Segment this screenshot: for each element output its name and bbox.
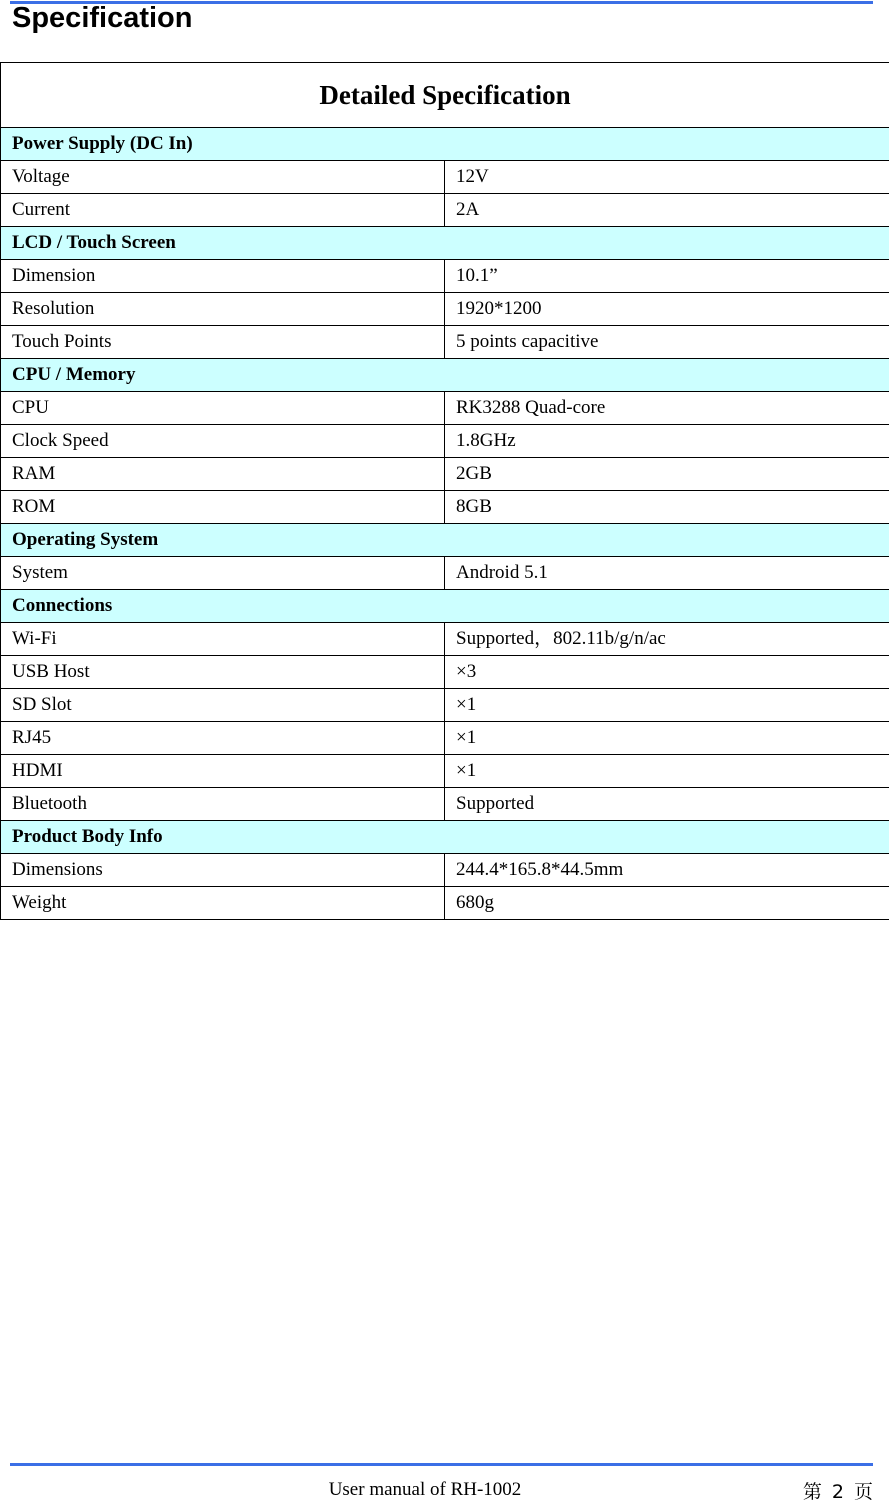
section-header-row <box>1 524 889 557</box>
spec-label: USB Host <box>1 656 445 689</box>
section-title: CPU / Memory <box>1 359 889 392</box>
spec-label: Voltage <box>1 161 445 194</box>
table-row <box>1 722 889 755</box>
table-row <box>1 194 889 227</box>
table-row <box>1 557 889 590</box>
table-row <box>1 887 889 920</box>
table-row <box>1 689 889 722</box>
section-header-row <box>1 227 889 260</box>
table-row <box>1 425 889 458</box>
section-header-row <box>1 128 889 161</box>
spec-label: Clock Speed <box>1 425 445 458</box>
spec-value: Supported <box>445 788 889 821</box>
spec-value: ×1 <box>445 689 889 722</box>
spec-label: RAM <box>1 458 445 491</box>
table-row <box>1 491 889 524</box>
spec-label: System <box>1 557 445 590</box>
spec-value: ×1 <box>445 722 889 755</box>
table-row <box>1 326 889 359</box>
spec-table-body <box>1 128 889 920</box>
spec-value: 5 points capacitive <box>445 326 889 359</box>
footer-rule <box>10 1463 873 1466</box>
table-row <box>1 260 889 293</box>
spec-value: 2A <box>445 194 889 227</box>
spec-label: Resolution <box>1 293 445 326</box>
section-title: Power Supply (DC In) <box>1 128 889 161</box>
spec-table <box>0 62 889 920</box>
spec-value: Supported，802.11b/g/n/ac <box>445 623 889 656</box>
spec-label: Dimension <box>1 260 445 293</box>
spec-label: Current <box>1 194 445 227</box>
table-row <box>1 161 889 194</box>
spec-value: 1.8GHz <box>445 425 889 458</box>
section-header-row <box>1 821 889 854</box>
spec-label: Touch Points <box>1 326 445 359</box>
section-header-row <box>1 590 889 623</box>
table-row <box>1 788 889 821</box>
spec-label: ROM <box>1 491 445 524</box>
table-row <box>1 854 889 887</box>
table-row <box>1 755 889 788</box>
spec-value: 8GB <box>445 491 889 524</box>
table-row <box>1 458 889 491</box>
spec-label: Dimensions <box>1 854 445 887</box>
spec-value: RK3288 Quad-core <box>445 392 889 425</box>
page-title: Specification <box>12 0 193 36</box>
spec-label: Wi-Fi <box>1 623 445 656</box>
spec-label: Bluetooth <box>1 788 445 821</box>
spec-label: SD Slot <box>1 689 445 722</box>
section-title: Product Body Info <box>1 821 889 854</box>
spec-label: RJ45 <box>1 722 445 755</box>
table-row <box>1 623 889 656</box>
table-row <box>1 293 889 326</box>
spec-value: ×1 <box>445 755 889 788</box>
table-row <box>1 656 889 689</box>
section-title: Connections <box>1 590 889 623</box>
spec-value: 12V <box>445 161 889 194</box>
spec-value: ×3 <box>445 656 889 689</box>
spec-value: 680g <box>445 887 889 920</box>
spec-value: 1920*1200 <box>445 293 889 326</box>
section-title: LCD / Touch Screen <box>1 227 889 260</box>
spec-label: Weight <box>1 887 445 920</box>
spec-label: CPU <box>1 392 445 425</box>
footer-manual-title: User manual of RH-1002 <box>0 1478 850 1502</box>
table-title: Detailed Specification <box>1 63 889 128</box>
spec-label: HDMI <box>1 755 445 788</box>
spec-value: 2GB <box>445 458 889 491</box>
spec-value: 10.1” <box>445 260 889 293</box>
section-header-row <box>1 359 889 392</box>
table-row <box>1 392 889 425</box>
table-title-row <box>1 63 889 128</box>
section-title: Operating System <box>1 524 889 557</box>
spec-value: Android 5.1 <box>445 557 889 590</box>
spec-value: 244.4*165.8*44.5mm <box>445 854 889 887</box>
page-number: 第 2 页 <box>803 1480 875 1504</box>
